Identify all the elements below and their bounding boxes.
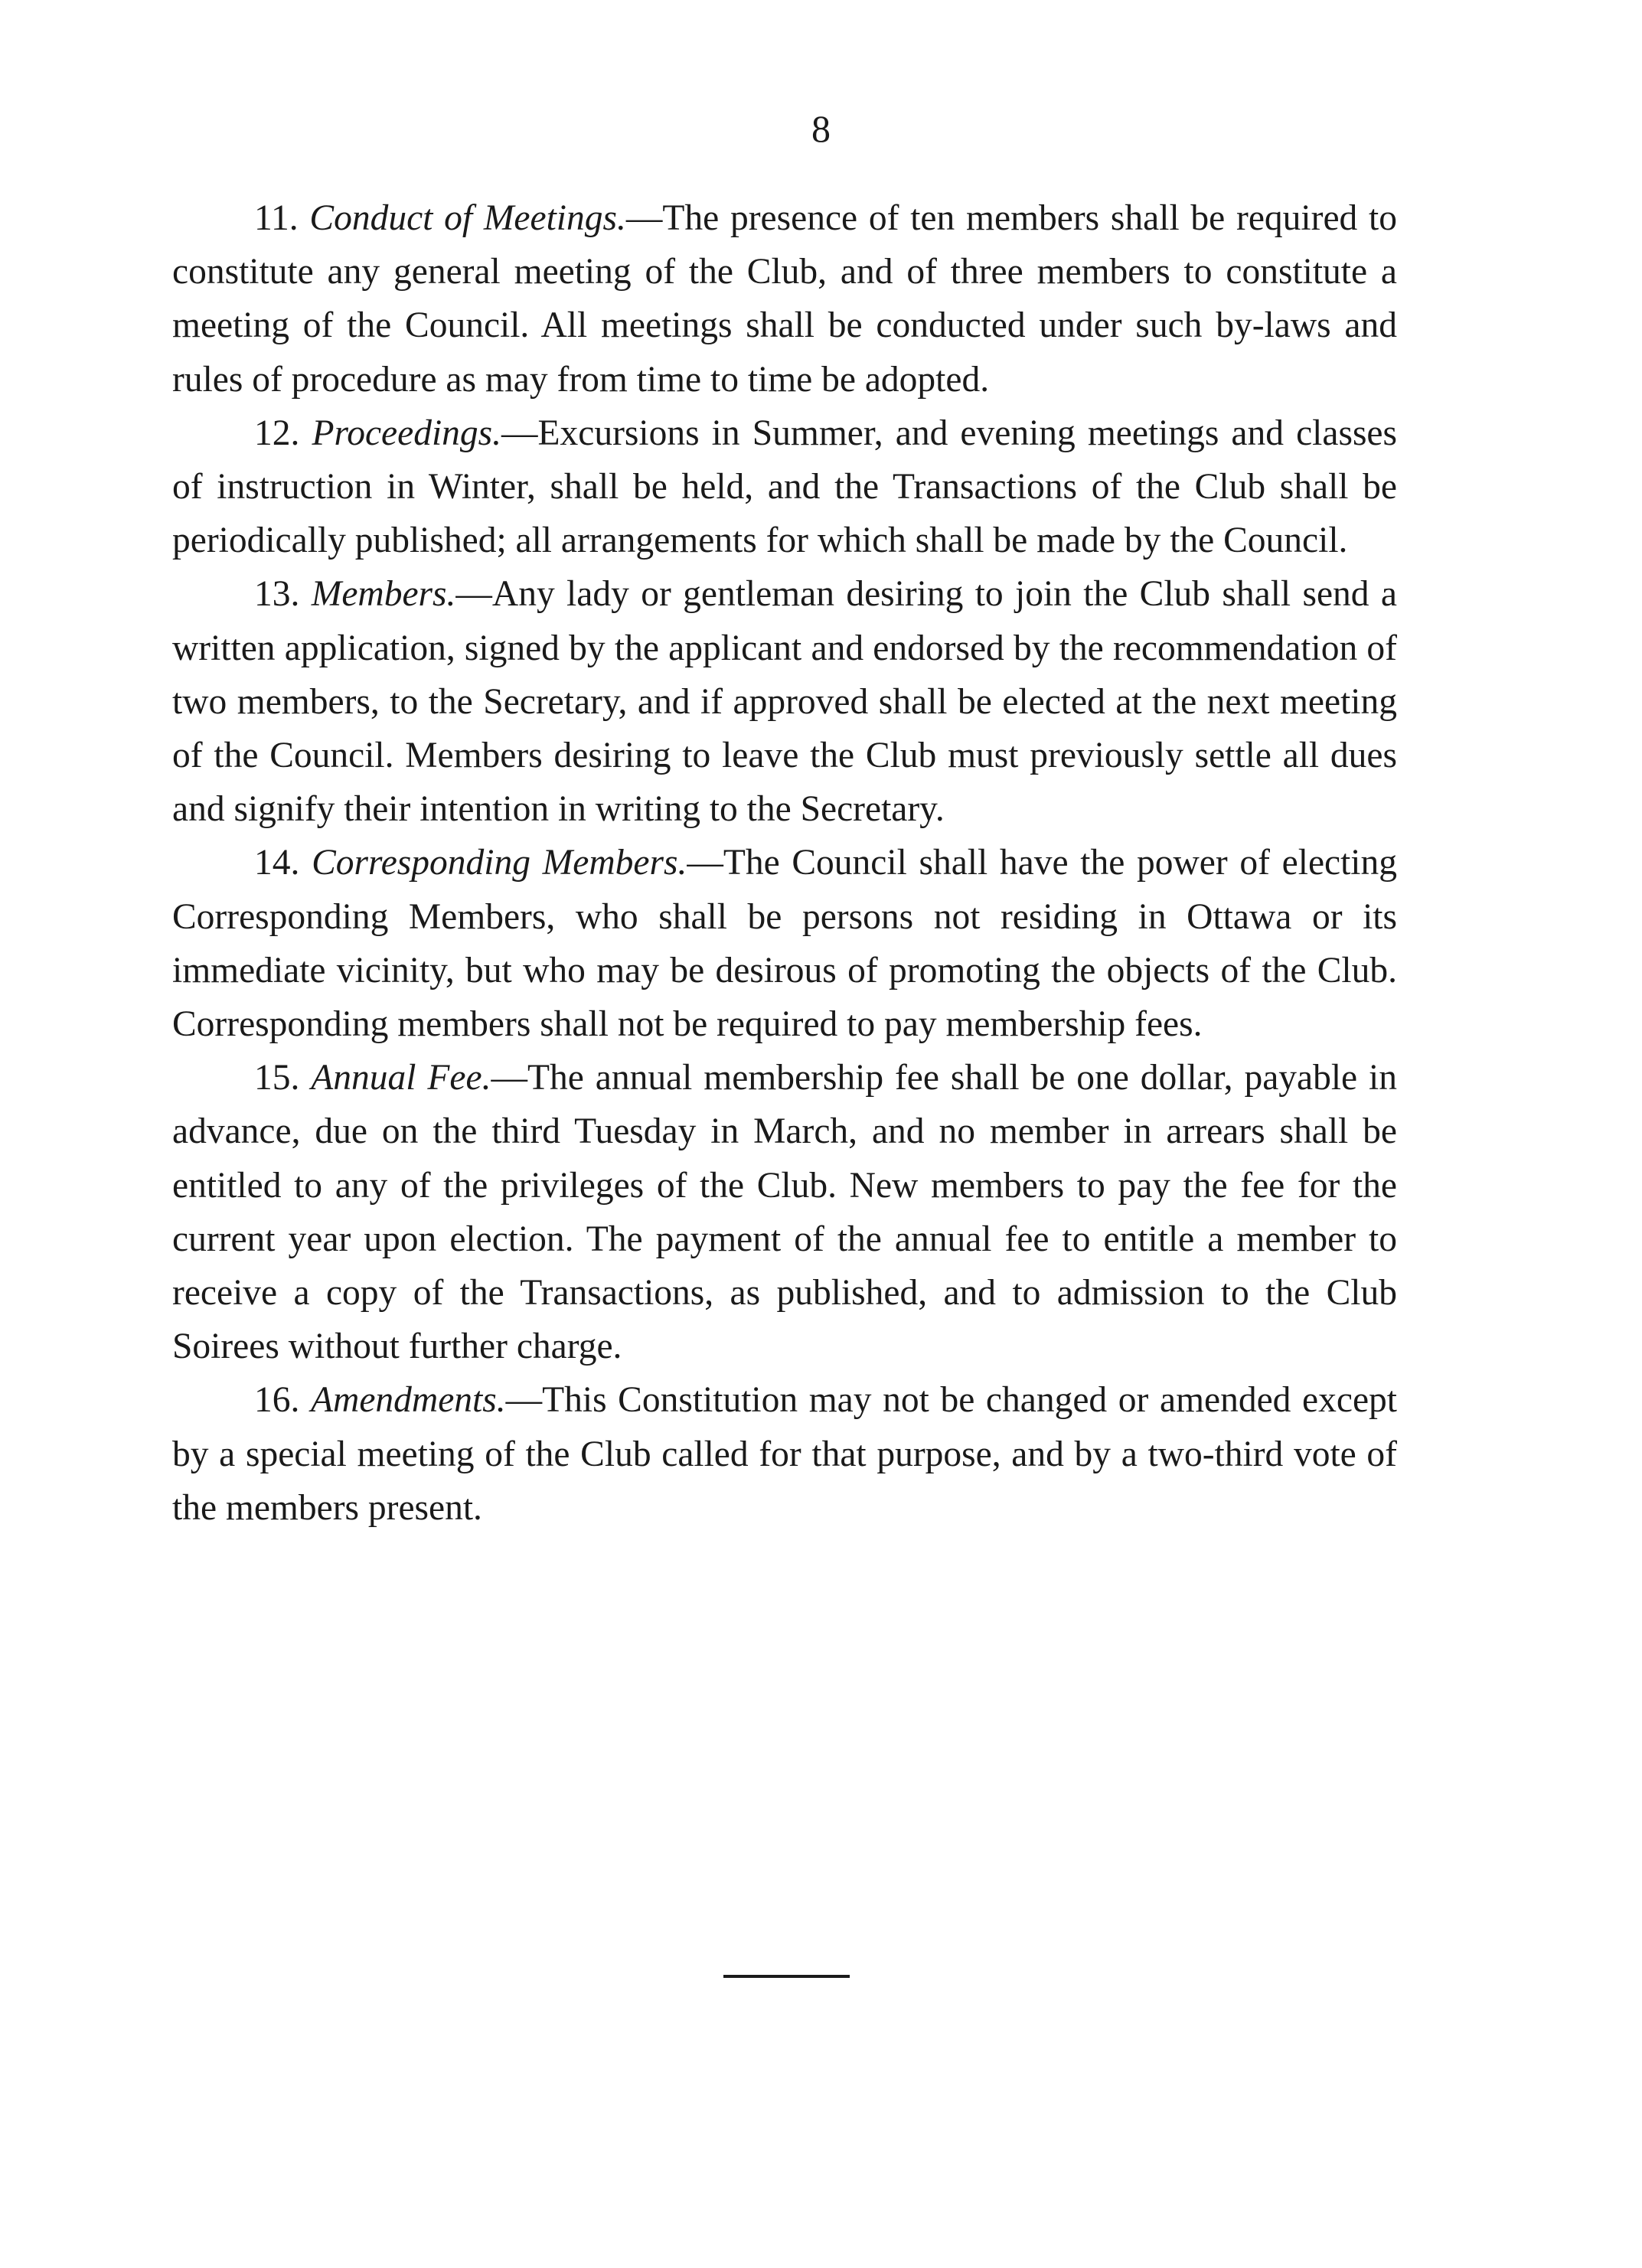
clause-text: —Any lady or gentleman desiring to join the Club shall send a written application, signed by the applicant and endorsed by the recommendation of two members, to the Secretary, and if approved shall be elected at the next meeting of the Council. Members desiring to leave the Club must previously settle all dues and signify their intention in writing to the Secretary.	[172, 574, 1398, 830]
clause-number: 11.	[254, 198, 299, 238]
page-number: 8	[811, 107, 831, 150]
clause-number: 15.	[254, 1058, 300, 1098]
end-rule	[723, 1975, 850, 1978]
clause-title: Members.	[311, 574, 456, 615]
clause-text: —The presence of ten members shall be required to constitute any general meeting of the Club, and of three members to constitute a meeting of the Council. All meetings shall be conducted under such by-laws and rules of procedure as may from time to time be adopted.	[172, 198, 1397, 400]
clause-number: 14.	[254, 843, 300, 883]
clause-text: —The Council shall have the power of electing Corresponding Members, who shall be persons not residing in Ottawa or its immediate vicinity, but who may be desirous of promoting the objects of the Club. Corresponding members shall not be required to pay membership fees.	[172, 843, 1398, 1045]
constitution-text	[172, 191, 1397, 1535]
clause-text: —Excursions in Summer, and evening meetings and classes of instruction in Winter, shall be held, and the Transactions of the Club shall be periodically published; all arrangements for which shall be made by the Council.	[172, 413, 1398, 561]
clause-13	[172, 567, 1397, 836]
clause-11	[172, 191, 1397, 406]
clause-text: —The annual membership fee shall be one dollar, payable in advance, due on the third Tuesday in March, and no member in arrears shall be entitled to any of the privileges of the Club. New members to pay the fee for the current year upon election. The payment of the annual fee to entitle a member to receive a copy of the Transactions, as published, and to admission to the Club Soirees without further charge.	[172, 1058, 1397, 1367]
clause-title: Proceedings.	[312, 413, 502, 453]
clause-12	[172, 406, 1397, 568]
clause-number: 13.	[254, 574, 300, 615]
clause-text: —This Constitution may not be changed or amended except by a special meeting of the Club called for that purpose, and by a two-third vote of the members present.	[172, 1380, 1398, 1528]
clause-number: 16.	[254, 1380, 300, 1421]
clause-title: Conduct of Meetings.	[309, 198, 626, 238]
clause-title: Annual Fee.	[311, 1058, 491, 1098]
clause-15	[172, 1051, 1397, 1373]
clause-title: Amendments.	[311, 1380, 506, 1421]
clause-16	[172, 1373, 1397, 1535]
clause-title: Corresponding Members.	[312, 843, 687, 883]
clause-number: 12.	[254, 413, 300, 453]
clause-14	[172, 836, 1397, 1051]
